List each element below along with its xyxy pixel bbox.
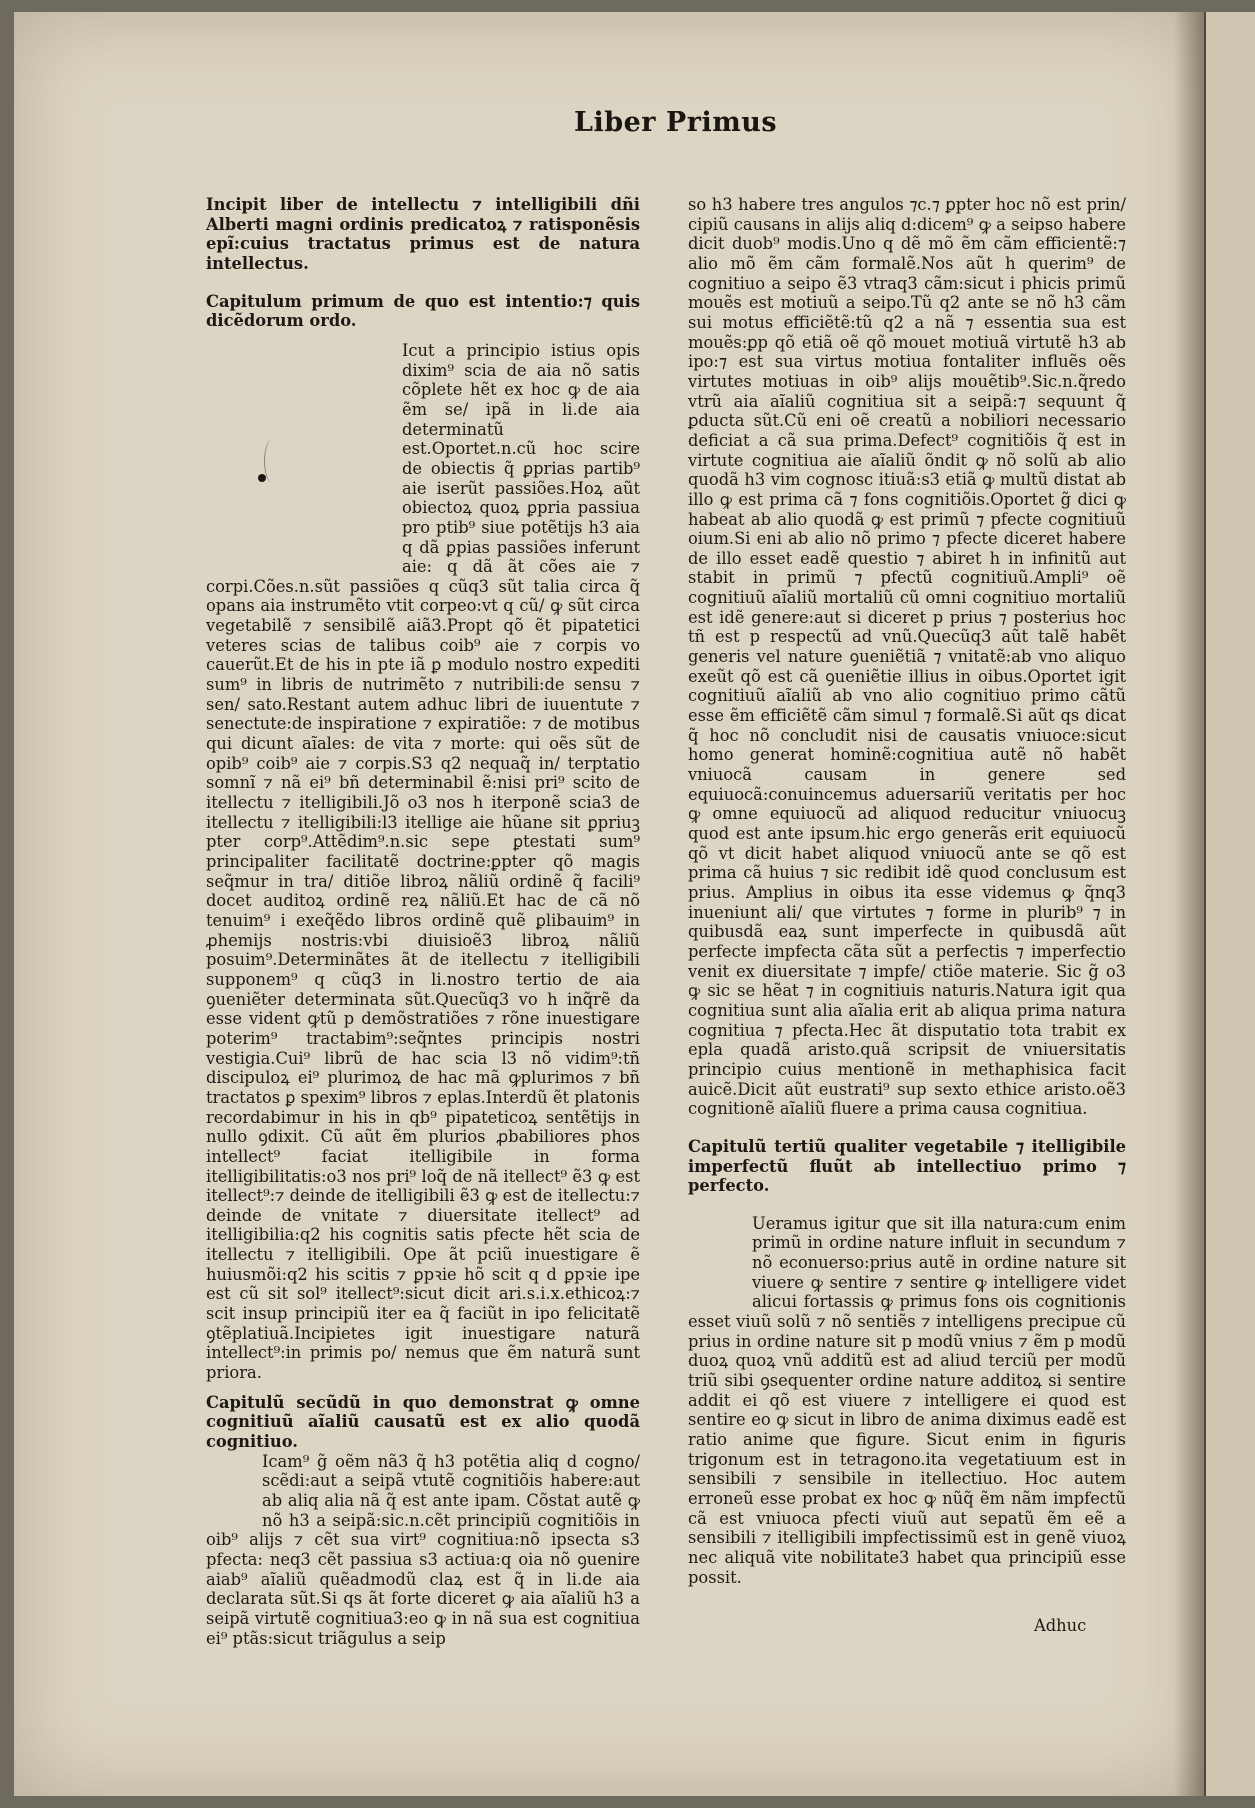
chapter-2-body — [206, 1452, 640, 1649]
right-column — [688, 195, 1126, 1587]
chapter-1-body — [206, 341, 640, 1383]
chapter-2-continued: so h3 habere tres angulos ⁊c.⁊ ꝑpter hoc nõ est prin/ cipiũ causans in alijs aliq d:dicem⁹ ꝙ a seipso habere dicit duob⁹ modis.Uno q dẽ mõ ẽm cãm efficientẽ:⁊ alio mõ ẽm cãm formalẽ.Nos aũt h querim⁹ de cognitiuo a seipo ẽ3 vtraq3 cãm:sicut i phicis primũ mouẽs est motiuũ a seipo.Tũ q2 ante se nõ h3 cãm sui motus efficiẽtẽ:tũ q2 a nã ⁊ essentia sua est mouẽs:ꝑp qõ etiã oẽ qõ mouet motiuã virtutẽ h3 ab ipo:⁊ est sua virtus motiua fontaliter influẽs oẽs virtutes motiuas in oib⁹ alijs mouẽtib⁹.Sic.n.q̃redo vtrũ aia aĩaliũ cognitiua sit a seipã:⁊ sequunt q̃ ꝑducta sũt.Cũ eni oẽ creatũ a nobiliori necessario deficiat a cã sua prima.Defect⁹ cognitiõis q̃ est in virtute cognitiua aie aĩaliũ õndit ꝙ nõ solũ ab alio quodã h3 vim cognosc itiuã:s3 etiã ꝙ multũ distat ab illo ꝙ est prima cã ⁊ fons cognitiõis.Oportet g̃ dici ꝙ habeat ab alio quodã ꝙ est primũ ⁊ pfecte cognitiuũ oium.Si eni ab alio nõ primo ⁊ pfecte diceret habere de illo esset eadẽ questio ⁊ abiret h in infinitũ aut stabit in primũ ⁊ pfectũ cognitiuũ.Ampli⁹ oẽ cognitiuũ aĩaliũ mortaliũ cũ omni cognitiuo mortaliũ est idẽ genere:aut si diceret p prius ⁊ posterius hoc tñ est p respectũ ad vnũ.Quecũq3 aũt talẽ habẽt generis vel nature ꝯueniẽtiã ⁊ vnitatẽ:ab vno aliquo exeũt qõ est cã ꝯueniẽtie illius in oibus.Oportet igit cognitiuũ aĩaliũ ab vno alio cognitiuo primo cãtũ esse ẽm efficiẽtẽ cãm simul ⁊ formalẽ.Si aũt qs dicat q̃ hoc nõ concludit nisi de causatis vniuoce:sicut homo generat hominẽ:cognitiua autẽ nõ habẽt vniuocã causam in genere sed equiuocã:conuincemus aduersariũ veritatis per hoc ꝙ omne equiuocũ ad aliquod reducitur vniuocuꝫ quod est ante ipsum.hic ergo generãs erit equiuocũ qõ vt dicit habet aliquod vniuocũ ante se qõ est prima cã huius ⁊ sic redibit idẽ quod conclusum est prius. Amplius in oibus ita esse videmus ꝙ q̃nq3 inueniunt ali/ que virtutes ⁊ forme in plurib⁹ ⁊ in quibusdã eaꝝ sunt imperfecte in quibusdã aũt perfecte impfecta cãta sũt a perfectis ⁊ imperfectio venit ex diuersitate ⁊ impfe/ ctiõe materie. Sic g̃ o3 ꝙ sic se hẽat ⁊ in cognitiuis naturis.Natura igit qua cognitiua sunt alia aĩalia erit ab aliqua prima natura cognitiua ⁊ pfecta.Hec ãt disputatio tota trabit ex epla quadã aristo.quã scripsit de vniuersitatis principio cuius mentionẽ in methaphisica facit auicẽ.Dicit aũt eustrati⁹ sup sexto ethice aristo.oẽ3 cognitionẽ aĩaliũ fluere a prima causa cognitiua. — [688, 195, 1126, 1119]
chapter-3-body — [688, 1214, 1126, 1587]
ink-dot-icon — [258, 474, 266, 482]
chapter-2-text: Icam⁹ g̃ oẽm nã3 q̃ h3 potẽtia aliq d cogno/ scẽdi:aut a seipã vtutẽ cognitiõis habere:aut ab aliq alia nã q̃ est ante ipam. Cõstat autẽ ꝙ nõ h3 a seipã:sic.n.cẽt principiũ cognitiõis in oib⁹ alijs ⁊ cẽt sua virt⁹ cognitiua:nõ ipsecta s3 pfecta: neq3 cẽt passiua s3 actiua:q oia nõ ꝯuenire aiab⁹ aĩaliũ quẽadmodũ claꝝ est q̃ in li.de aia declarata sũt.Si qs ãt forte diceret ꝙ aia aĩaliũ h3 a seipã virtutẽ cognitiua3:eo ꝙ in nã sua est cognitiua ei⁹ ptãs:sicut triãgulus a seip — [206, 1451, 640, 1648]
chapter-2-heading: Capitulũ secũdũ in quo demonstrat ꝙ omne cognitiuũ aĩaliũ causatũ est ex alio quodã cognitiuo. — [206, 1392, 640, 1452]
initial-space-s — [206, 341, 402, 563]
chapter-3-heading: Capitulũ tertiũ qualiter vegetabile ⁊ itelligibile imperfectũ fluũt ab intellectiuo primo ⁊ perfecto. — [688, 1136, 1126, 1196]
book-page — [14, 12, 1204, 1796]
facing-page-edge — [1204, 12, 1255, 1796]
catchword: Adhuc — [1034, 1616, 1087, 1635]
marginal-bracket-icon — [264, 439, 281, 483]
book-incipit: Incipit liber de intellectu ⁊ intelligibili dñi Alberti magni ordinis predicatoꝝ ⁊ ratisponẽsis epĩ:cuius tractatus primus est de natura intellectus. — [206, 195, 640, 273]
left-column — [206, 195, 640, 1648]
initial-space-d — [206, 1452, 262, 1512]
initial-space-q — [688, 1214, 752, 1294]
chapter-1-heading: Capitulum primum de quo est intentio:⁊ quis dicẽdorum ordo. — [206, 291, 640, 331]
running-head: Liber Primus — [574, 107, 778, 138]
chapter-3-text: Ueramus igitur que sit illa natura:cum enim primũ in ordine nature influit in secundum ⁊ nõ econuerso:prius autẽ in ordine nature sit viuere ꝙ sentire ⁊ sentire ꝙ intelligere videt alicui fortassis ꝙ primus fons ois cognitionis esset viuũ solũ ⁊ nõ sentiẽs ⁊ intelligens precipue cũ prius in ordine nature sit p modũ vnius ⁊ ẽm p modũ duoꝝ quoꝝ vnũ additũ est ad aliud terciũ per modũ triũ sibi ꝯsequenter ordine nature additoꝝ si sentire addit ei qõ est viuere ⁊ intelligere ei quod est sentire eo ꝙ sicut in libro de anima diximus eadẽ est ratio anime que figure. Sicut enim in figuris trigonum est in tetragono.ita vegetatiuum est in sensibili ⁊ sensibile in itellectiuo. Hoc autem erroneũ esse probat ex hoc ꝙ nũq̃ ẽm nãm impfectũ cã est vniuoca pfecti viuũ aut sepatũ ẽm eẽ a sensibili ⁊ itelligibili impfectissimũ est in genẽ viuoꝝ nec aliquã vite nobilitate3 habet qua principiũ esse possit. — [688, 1213, 1126, 1587]
chapter-1-text: Icut a principio istius opis dixim⁹ scia de aia nõ satis cõplete hẽt ex hoc ꝙ de aia ẽm se/ ipã in li.de aia determinatũ est.Oportet.n.cũ hoc scire de obiectis q̃ ꝑprias partib⁹ aie iserũt passiões.Hoꝝ aũt obiectoꝝ quoꝝ ꝑpria passiua pro ptib⁹ siue potẽtijs h3 aia q dã ꝑpias passiões inferunt aie: q dã ãt cões aie ⁊ corpi.Cões.n.sũt passiões q cũq3 sũt talia circa q̃ opans aia instrumẽto vtit corpeo:vt q cũ/ ꝙ sũt circa vegetabilẽ ⁊ sensibilẽ aiã3.Propt qõ ẽt pipatetici veteres scias de talibus coib⁹ aie ⁊ corpis vo cauerũt.Et de his in pte iã ꝑ modulo nostro expediti sum⁹ in libris de nutrimẽto ⁊ nutribili:de sensu ⁊ sen/ sato.Restant autem adhuc libri de iuuentute ⁊ senectute:de inspiratione ⁊ expiratiõe: ⁊ de motibus qui dicunt aĩales: de vita ⁊ morte: qui oẽs sũt de opib⁹ coib⁹ aie ⁊ corpis.S3 q2 nequaq̃ in/ terptatio somnĩ ⁊ nã ei⁹ bñ determinabil ẽ:nisi pri⁹ scito de itellectu ⁊ itelligibili.Jõ o3 nos h iterponẽ scia3 de itellectu ⁊ itelligibili:l3 itellige aie hũane sit ꝑpriuꝫ pter corp⁹.Attẽdim⁹.n.sic sepe ꝑtestati sum⁹ principaliter facilitatẽ doctrine:ꝑpter qõ magis seq̃mur in tra/ ditiõe libroꝝ nãliũ ordinẽ q̃ facili⁹ docet auditoꝝ ordinẽ reꝝ nãliũ.Et hac de cã nõ tenuim⁹ i exeq̃ẽdo libros ordinẽ quẽ ꝑlibauim⁹ in ꝓhemijs nostris:vbi diuisioẽ3 libroꝝ nãliũ posuim⁹.Determinãtes ãt de itellectu ⁊ itelligibili supponem⁹ q cũq3 in li.nostro tertio de aia ꝯueniẽter determinata sũt.Quecũq3 vo h inq̃rẽ da esse vident ꝙtũ p demõstratiões ⁊ rõne inuestigare poterim⁹ tractabim⁹:seq̃ntes principis nostri vestigia.Cui⁹ librũ de hac scia l3 nõ vidim⁹:tñ discipuloꝝ ei⁹ plurimoꝝ de hac mã ꝙplurimos ⁊ bñ tractatos ꝑ spexim⁹ libros ⁊ eplas.Interdũ ẽt platonis recordabimur in his in qb⁹ pipateticoꝝ sentẽtijs in nullo ꝯdixit. Cũ aũt ẽm plurios ꝓbabiliores phos intellect⁹ faciat itelligibile in forma itelligibilitatis:o3 nos pri⁹ loq̃ de nã itellect⁹ ẽ3 ꝙ est itellect⁹:⁊ deinde de itelligibili ẽ3 ꝙ est de itellectu:⁊ deinde de vnitate ⁊ diuersitate itellect⁹ ad itelligibilia:q2 his cognitis satis pfecte hẽt scia de itellectu ⁊ itelligibili. Ope ãt pciũ inuestigare ẽ huiusmõi:q2 his scitis ⁊ ꝑpꝛie hõ scit q d ꝑpꝛie ipe est cũ sit sol⁹ itellect⁹:sicut dicit ari.s.i.x.ethicoꝝ:⁊ scit insup principiũ iter ea q̃ faciũt in ipo felicitatẽ ꝯtẽplatiuã.Incipietes igit inuestigare naturã intellect⁹:in primis po/ nemus que ẽm naturã sunt priora. — [206, 340, 640, 1383]
